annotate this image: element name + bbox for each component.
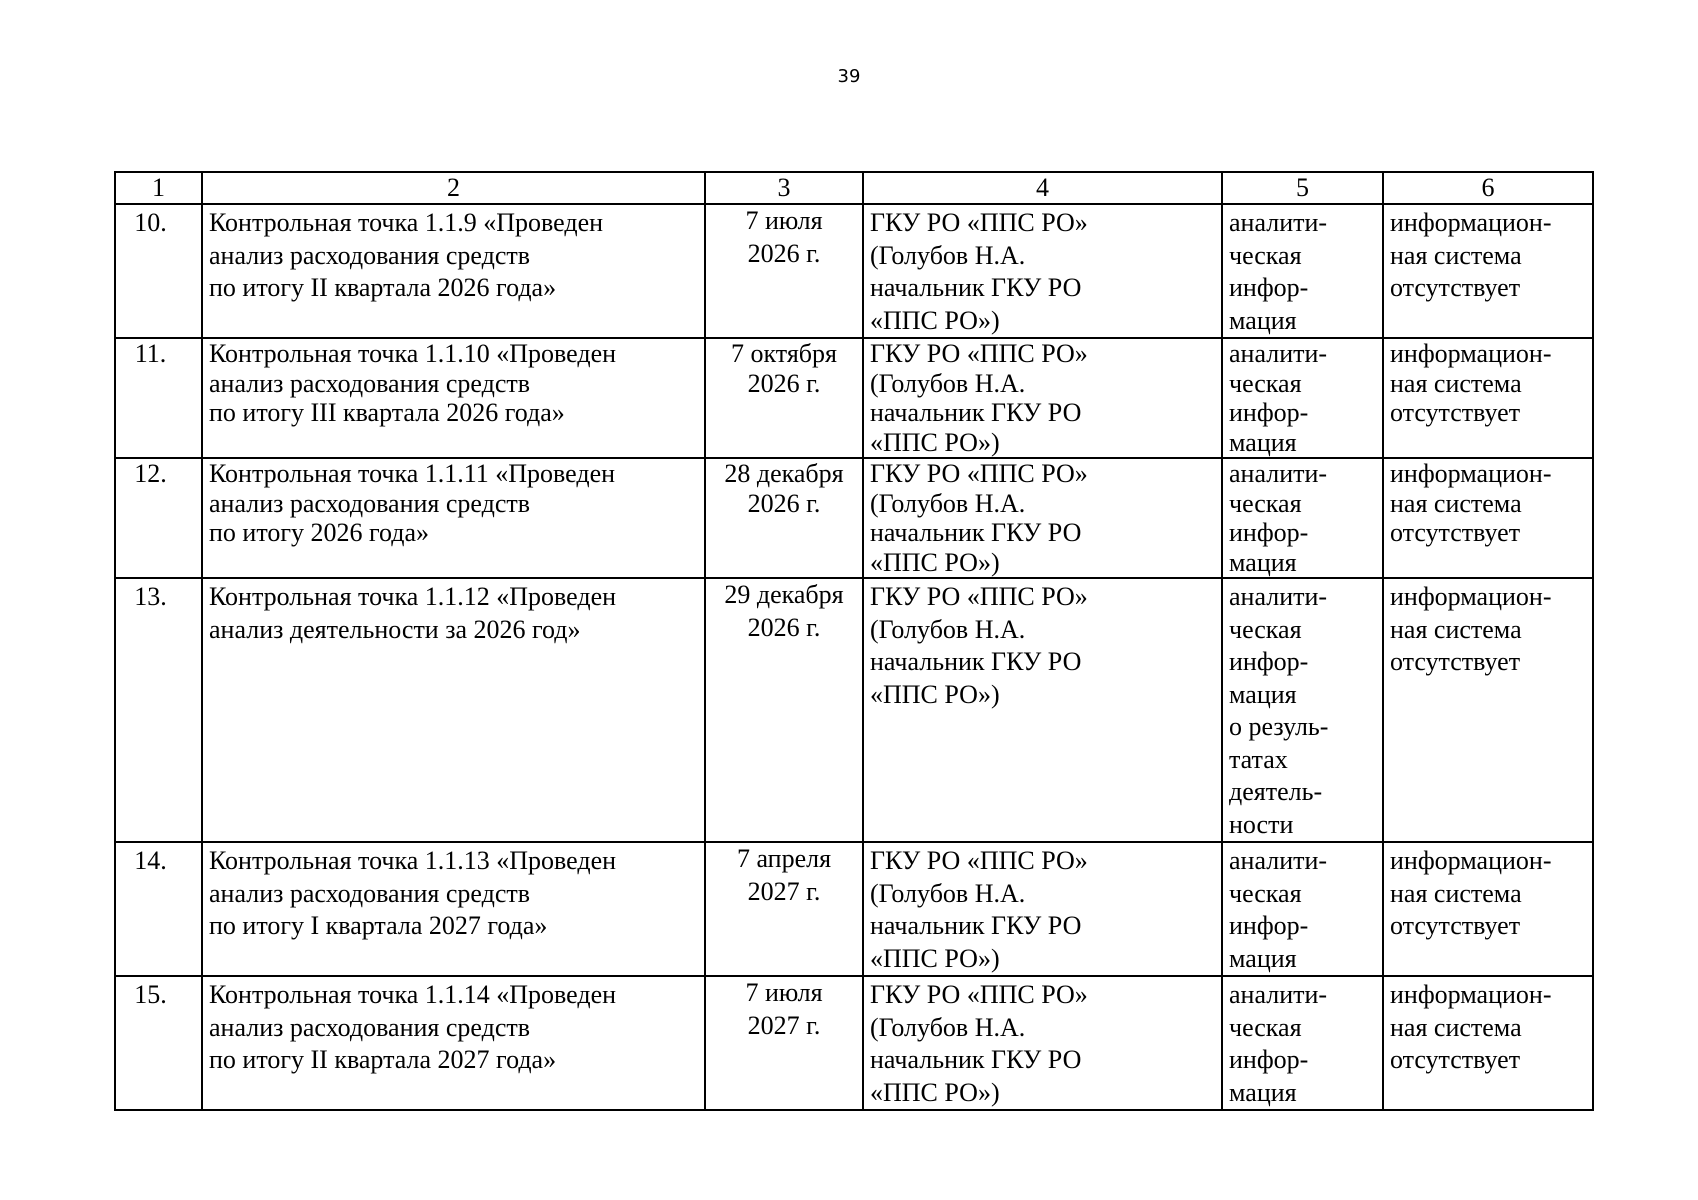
- cell-line: ческая: [1229, 614, 1302, 644]
- cell-line: 29 декабря: [724, 580, 844, 609]
- system-cell: [1383, 578, 1593, 842]
- cell-line: (Голубов Н.А.: [870, 368, 1026, 398]
- cell-line: «ППС РО»): [870, 1077, 1000, 1107]
- cell-line: инфор-: [1229, 647, 1309, 676]
- event-cell: [202, 842, 705, 976]
- document-cell: [1222, 976, 1383, 1110]
- cell-line: анализ расходования средств: [209, 240, 531, 270]
- cell-line: по итогу III квартала 2026 года»: [209, 398, 565, 427]
- row-number-cell: 12.: [115, 458, 202, 578]
- cell-line: 7 октября: [731, 339, 837, 368]
- cell-line: (Голубов Н.А.: [870, 1012, 1026, 1042]
- column-header: 2: [202, 172, 705, 204]
- row-number-cell: 15.: [115, 976, 202, 1110]
- cell-line: аналити-: [1229, 459, 1328, 488]
- cell-line: отсутствует: [1390, 398, 1521, 427]
- cell-line: ная система: [1390, 614, 1522, 644]
- column-header: 5: [1222, 172, 1383, 204]
- cell-line: ная система: [1390, 1012, 1522, 1042]
- cell-line: инфор-: [1229, 398, 1309, 427]
- cell-line: ГКУ РО «ППС РО»: [870, 582, 1088, 611]
- date-cell: [705, 976, 863, 1110]
- cell-line: ческая: [1229, 1012, 1302, 1042]
- cell-line: аналити-: [1229, 980, 1328, 1009]
- document-cell: [1222, 842, 1383, 976]
- cell-line: аналити-: [1229, 846, 1328, 875]
- document-cell: [1222, 578, 1383, 842]
- table-row: [115, 204, 1593, 338]
- control-points-table: [114, 171, 1594, 1111]
- table-row: [115, 976, 1593, 1110]
- cell-line: отсутствует: [1390, 273, 1521, 302]
- cell-line: Контрольная точка 1.1.12 «Проведен: [209, 582, 617, 611]
- cell-line: ная система: [1390, 240, 1522, 270]
- cell-line: информацион-: [1390, 208, 1552, 237]
- cell-line: 7 июля: [745, 206, 823, 235]
- cell-line: 7 июля: [745, 978, 823, 1007]
- table-row: [115, 458, 1593, 578]
- cell-line: деятель-: [1229, 777, 1323, 806]
- column-header: 4: [863, 172, 1222, 204]
- event-cell: [202, 458, 705, 578]
- cell-line: Контрольная точка 1.1.11 «Проведен: [209, 459, 616, 488]
- cell-line: ГКУ РО «ППС РО»: [870, 459, 1088, 488]
- cell-line: информацион-: [1390, 339, 1552, 368]
- responsible-cell: [863, 842, 1222, 976]
- event-cell: [202, 204, 705, 338]
- cell-line: ческая: [1229, 488, 1302, 518]
- cell-line: анализ расходования средств: [209, 878, 531, 908]
- cell-line: анализ расходования средств: [209, 1012, 531, 1042]
- cell-line: анализ деятельности за 2026 год»: [209, 614, 581, 644]
- cell-line: отсутствует: [1390, 518, 1521, 547]
- cell-line: «ППС РО»): [870, 547, 1000, 577]
- cell-line: начальник ГКУ РО: [870, 518, 1082, 547]
- cell-line: информацион-: [1390, 459, 1552, 488]
- system-cell: [1383, 458, 1593, 578]
- responsible-cell: [863, 204, 1222, 338]
- cell-line: 2026 г.: [747, 368, 821, 398]
- cell-line: начальник ГКУ РО: [870, 1045, 1082, 1074]
- responsible-cell: [863, 338, 1222, 458]
- cell-line: 2027 г.: [747, 1010, 821, 1040]
- document-cell: [1222, 338, 1383, 458]
- cell-line: «ППС РО»): [870, 943, 1000, 973]
- cell-line: 2027 г.: [747, 876, 821, 906]
- event-cell: [202, 976, 705, 1110]
- column-header: 3: [705, 172, 863, 204]
- column-header: 1: [115, 172, 202, 204]
- cell-line: мация: [1229, 679, 1297, 709]
- cell-line: ности: [1229, 809, 1294, 839]
- cell-line: мация: [1229, 1077, 1297, 1107]
- cell-line: татах: [1229, 744, 1288, 774]
- cell-line: Контрольная точка 1.1.13 «Проведен: [209, 846, 617, 875]
- cell-line: ная система: [1390, 488, 1522, 518]
- cell-line: «ППС РО»): [870, 679, 1000, 709]
- cell-line: информацион-: [1390, 582, 1552, 611]
- cell-line: аналити-: [1229, 339, 1328, 368]
- cell-line: инфор-: [1229, 518, 1309, 547]
- cell-line: 2026 г.: [747, 612, 821, 642]
- table-row: [115, 338, 1593, 458]
- cell-line: начальник ГКУ РО: [870, 398, 1082, 427]
- table-header-row: [115, 172, 1593, 204]
- row-number-cell: 10.: [115, 204, 202, 338]
- cell-line: ческая: [1229, 878, 1302, 908]
- cell-line: аналити-: [1229, 208, 1328, 237]
- cell-line: о резуль-: [1229, 712, 1329, 741]
- cell-line: отсутствует: [1390, 1045, 1521, 1074]
- cell-line: отсутствует: [1390, 647, 1521, 676]
- row-number-cell: 11.: [115, 338, 202, 458]
- event-cell: [202, 578, 705, 842]
- cell-line: 7 апреля: [736, 844, 832, 873]
- date-cell: [705, 204, 863, 338]
- cell-line: начальник ГКУ РО: [870, 911, 1082, 940]
- event-cell: [202, 338, 705, 458]
- responsible-cell: [863, 458, 1222, 578]
- system-cell: [1383, 204, 1593, 338]
- cell-line: мация: [1229, 427, 1297, 457]
- system-cell: [1383, 976, 1593, 1110]
- cell-line: ГКУ РО «ППС РО»: [870, 339, 1088, 368]
- responsible-cell: [863, 976, 1222, 1110]
- cell-line: инфор-: [1229, 911, 1309, 940]
- cell-line: 2026 г.: [747, 238, 821, 268]
- cell-line: ная система: [1390, 368, 1522, 398]
- cell-line: начальник ГКУ РО: [870, 647, 1082, 676]
- document-cell: [1222, 204, 1383, 338]
- cell-line: инфор-: [1229, 273, 1309, 302]
- document-cell: [1222, 458, 1383, 578]
- cell-line: аналити-: [1229, 582, 1328, 611]
- page-number: 39: [837, 66, 861, 87]
- cell-line: (Голубов Н.А.: [870, 878, 1026, 908]
- cell-line: мация: [1229, 547, 1297, 577]
- cell-line: 2026 г.: [747, 488, 821, 518]
- cell-line: анализ расходования средств: [209, 368, 531, 398]
- table-row: [115, 578, 1593, 842]
- cell-line: отсутствует: [1390, 911, 1521, 940]
- cell-line: мация: [1229, 305, 1297, 335]
- cell-line: начальник ГКУ РО: [870, 273, 1082, 302]
- cell-line: Контрольная точка 1.1.9 «Проведен: [209, 208, 604, 237]
- cell-line: инфор-: [1229, 1045, 1309, 1074]
- date-cell: [705, 338, 863, 458]
- cell-line: анализ расходования средств: [209, 488, 531, 518]
- cell-line: мация: [1229, 943, 1297, 973]
- cell-line: ческая: [1229, 240, 1302, 270]
- cell-line: «ППС РО»): [870, 305, 1000, 335]
- cell-line: «ППС РО»): [870, 427, 1000, 457]
- column-header: 6: [1383, 172, 1593, 204]
- cell-line: по итогу I квартала 2027 года»: [209, 911, 548, 940]
- cell-line: (Голубов Н.А.: [870, 240, 1026, 270]
- cell-line: по итогу II квартала 2027 года»: [209, 1045, 557, 1074]
- cell-line: ческая: [1229, 368, 1302, 398]
- cell-line: Контрольная точка 1.1.14 «Проведен: [209, 980, 617, 1009]
- cell-line: информацион-: [1390, 846, 1552, 875]
- date-cell: [705, 842, 863, 976]
- cell-line: ГКУ РО «ППС РО»: [870, 846, 1088, 875]
- cell-line: ГКУ РО «ППС РО»: [870, 980, 1088, 1009]
- row-number-cell: 14.: [115, 842, 202, 976]
- system-cell: [1383, 338, 1593, 458]
- cell-line: по итогу 2026 года»: [209, 518, 430, 547]
- cell-line: Контрольная точка 1.1.10 «Проведен: [209, 339, 617, 368]
- system-cell: [1383, 842, 1593, 976]
- date-cell: [705, 578, 863, 842]
- cell-line: (Голубов Н.А.: [870, 488, 1026, 518]
- table-body: [115, 204, 1593, 1110]
- cell-line: (Голубов Н.А.: [870, 614, 1026, 644]
- row-number-cell: 13.: [115, 578, 202, 842]
- cell-line: ная система: [1390, 878, 1522, 908]
- cell-line: информацион-: [1390, 980, 1552, 1009]
- table-row: [115, 842, 1593, 976]
- responsible-cell: [863, 578, 1222, 842]
- cell-line: по итогу II квартала 2026 года»: [209, 273, 557, 302]
- cell-line: ГКУ РО «ППС РО»: [870, 208, 1088, 237]
- cell-line: 28 декабря: [724, 459, 844, 488]
- date-cell: [705, 458, 863, 578]
